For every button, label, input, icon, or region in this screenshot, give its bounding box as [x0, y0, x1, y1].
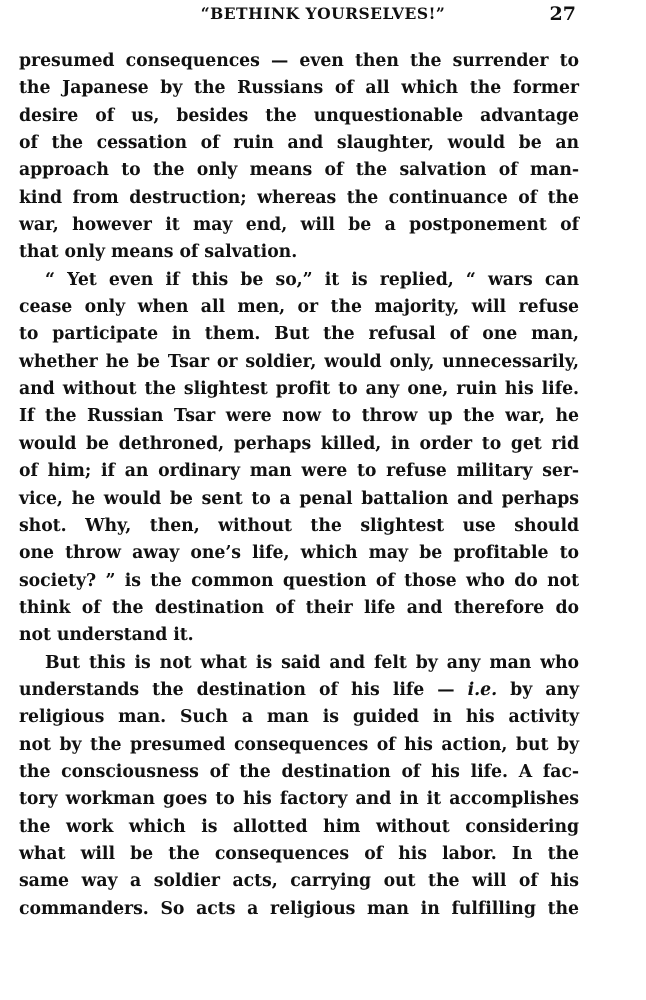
- text-line: think of the destination of their life and therefore do: [19, 597, 579, 618]
- text-line: what will be the consequences of his labor. In the: [19, 843, 579, 864]
- running-title: “BETHINK YOURSELVES!”: [200, 4, 446, 23]
- text-line: the Japanese by the Russians of all which the former: [19, 78, 579, 99]
- text-line: [19, 677, 579, 704]
- text-line: approach to the only means of the salvation of man-: [19, 160, 579, 181]
- text-line: same way a soldier acts, carrying out the will of his: [19, 871, 579, 892]
- text-line: “ Yet even if this be so,” it is replied, “ wars can: [45, 269, 579, 290]
- text-line: war, however it may end, will be a postponement of: [19, 215, 579, 236]
- text-line: of the cessation of ruin and slaughter, would be an: [19, 133, 579, 154]
- page-header: [0, 4, 646, 28]
- text-segment: by any: [497, 679, 579, 700]
- text-line: the work which is allotted him without considering: [19, 816, 579, 837]
- text-line: cease only when all men, or the majority, will refuse: [19, 297, 579, 318]
- text-line: and without the slightest profit to any one, ruin his life.: [19, 379, 579, 400]
- text-line: that only means of salvation.: [19, 242, 298, 263]
- text-segment: understands the destination of his life —: [19, 679, 468, 700]
- text-line: commanders. So acts a religious man in fulfilling the: [19, 898, 579, 919]
- text-line: to participate in them. But the refusal of one man,: [19, 324, 579, 345]
- text-line: not understand it.: [19, 625, 194, 646]
- text-line: desire of us, besides the unquestionable advantage: [19, 105, 579, 126]
- text-line: religious man. Such a man is guided in his activity: [19, 707, 579, 728]
- italic-abbreviation: i.e.: [467, 679, 498, 700]
- text-line: vice, he would be sent to a penal battalion and perhaps: [19, 488, 579, 509]
- page-number: 27: [549, 3, 576, 25]
- text-line: If the Russian Tsar were now to throw up the war, he: [19, 406, 579, 427]
- text-line: tory workman goes to his factory and in it accomplishes: [19, 789, 579, 810]
- text-line: kind from destruction; whereas the continuance of the: [19, 187, 579, 208]
- text-line: shot. Why, then, without the slightest use should: [19, 515, 579, 536]
- text-line: the consciousness of the destination of his life. A fac-: [19, 761, 579, 782]
- text-line: society? ” is the common question of those who do not: [19, 570, 579, 591]
- text-line: But this is not what is said and felt by any man who: [45, 652, 579, 673]
- text-line: whether he be Tsar or soldier, would only, unnecessarily,: [19, 351, 579, 372]
- text-line: of him; if an ordinary man were to refuse military ser-: [19, 461, 579, 482]
- text-line: presumed consequences — even then the surrender to: [19, 51, 579, 71]
- text-line: would be dethroned, perhaps killed, in order to get rid: [19, 433, 579, 454]
- text-line: not by the presumed consequences of his action, but by: [19, 734, 579, 755]
- text-line: one throw away one’s life, which may be profitable to: [19, 543, 579, 564]
- body-text: [19, 48, 579, 923]
